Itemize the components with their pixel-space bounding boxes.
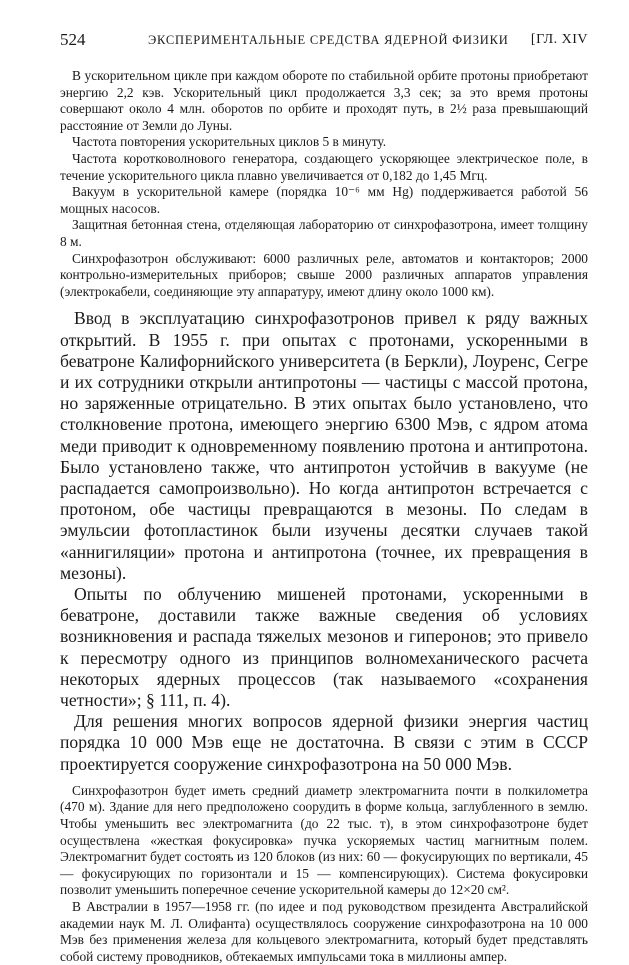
small-paragraph: В Австралии в 1957—1958 гг. (по идее и под руководством президента Австралийской академии наук М. Л. Олифанта) осуществлялось сооружение синхрофазотрона на 10 000 Мэв без применения железа для кольцевого электромагнита, который будет представлять собой систему проводников, обтекаемых импульсами тока в миллионы ампер. bbox=[60, 898, 588, 964]
chapter-reference: [ГЛ. XIV bbox=[530, 32, 588, 47]
page-number: 524 bbox=[60, 30, 86, 49]
small-paragraph: В ускорительном цикле при каждом обороте по стабильной орбите протоны приобретают энергию 2,2 кэв. Ускорительный цикл продолжается 3,3 сек; за это время протоны совершают около 4 млн. оборотов по орбите и проходят путь, в 2½ раза превышающий расстояние от Земли до Луны. bbox=[60, 68, 588, 133]
small-paragraph: Частота повторения ускорительных циклов 5 в минуту. bbox=[72, 134, 387, 150]
small-paragraph: Частота коротковолнового генератора, создающего ускоряющее электрическое поле, в течение ускорительного цикла плавно увеличивается от 0,182 до 1,45 Мгц. bbox=[60, 150, 588, 183]
closing-small-print-block bbox=[60, 783, 588, 965]
small-print-block bbox=[60, 68, 588, 300]
running-head bbox=[60, 30, 588, 56]
small-paragraph: Синхрофазотрон обслуживают: 6000 различных реле, автоматов и контакторов; 2000 контрольно-измерительных приборов; свыше 2000 различных аппаратов управления (электрокабели, соединяющие эту аппаратуру, имеют длину около 1000 км). bbox=[60, 250, 588, 299]
main-text-block bbox=[60, 308, 588, 774]
main-paragraph: Для решения многих вопросов ядерной физики энергия частиц порядка 10 000 Мэв еще не достаточна. В связи с этим в СССР проектируется сооружение синхрофазотрона на 50 000 Мэв. bbox=[60, 711, 588, 774]
small-paragraph: Синхрофазотрон будет иметь средний диаметр электромагнита почти в полкилометра (470 м). Здание для него предположено соорудить в форме кольца, заглубленного в землю. Чтобы уменьшить вес электромагнита (до 22 тыс. т), в этом синхрофазотроне будет осуществлена «жесткая фокусировка» пучка ускоряемых частиц магнитным полем. Электромагнит будет состоять из 120 блоков (из них: 60 — фокусирующих по вертикали, 45 — фокусирующих по горизонтали и 15 — компенсирующих). Система фокусировки позволит уменьшить поперечное сечение ускорительной камеры до 12×20 см². bbox=[60, 782, 588, 898]
book-page bbox=[60, 30, 588, 965]
main-paragraph: Ввод в эксплуатацию синхрофазотронов привел к ряду важных открытий. В 1955 г. при опытах с протонами, ускоренными в беватроне Калифорнийского университета (в Беркли), Лоуренс, Сегре и их сотрудники открыли антипротоны — частицы с массой протона, но заряженные отрицательно. В этих опытах было установлено, что столкновение протона, имеющего энергию 6300 Мэв, с ядром атома меди приводит к одновременному появлению протона и антипротона. Было установлено также, что антипротон устойчив в вакууме (не распадается самопроизвольно). Но когда антипротон встречается с протоном, обе частицы превращаются в мезоны. По следам в эмульсии фотопластинок были изучены десятки случаев такой «аннигиляции» протона и антипротона (точнее, их превращения в мезоны). bbox=[60, 308, 588, 583]
running-title: ЭКСПЕРИМЕНТАЛЬНЫЕ СРЕДСТВА ЯДЕРНОЙ ФИЗИКИ bbox=[148, 33, 509, 47]
main-paragraph: Опыты по облучению мишеней протонами, ускоренными в беватроне, доставили также важные сведения об условиях возникновения и распада тяжелых мезонов и гиперонов; это привело к пересмотру одного из принципов волномеханического расчета некоторых ядерных процессов (так называемого «сохранения четности»; § 111, п. 4). bbox=[60, 583, 588, 710]
small-paragraph: Защитная бетонная стена, отделяющая лабораторию от синхрофазотрона, имеет толщину 8 м. bbox=[60, 217, 588, 249]
small-paragraph: Вакуум в ускорительной камере (порядка 10⁻⁶ мм Hg) поддерживается работой 56 мощных насосов. bbox=[60, 184, 588, 216]
